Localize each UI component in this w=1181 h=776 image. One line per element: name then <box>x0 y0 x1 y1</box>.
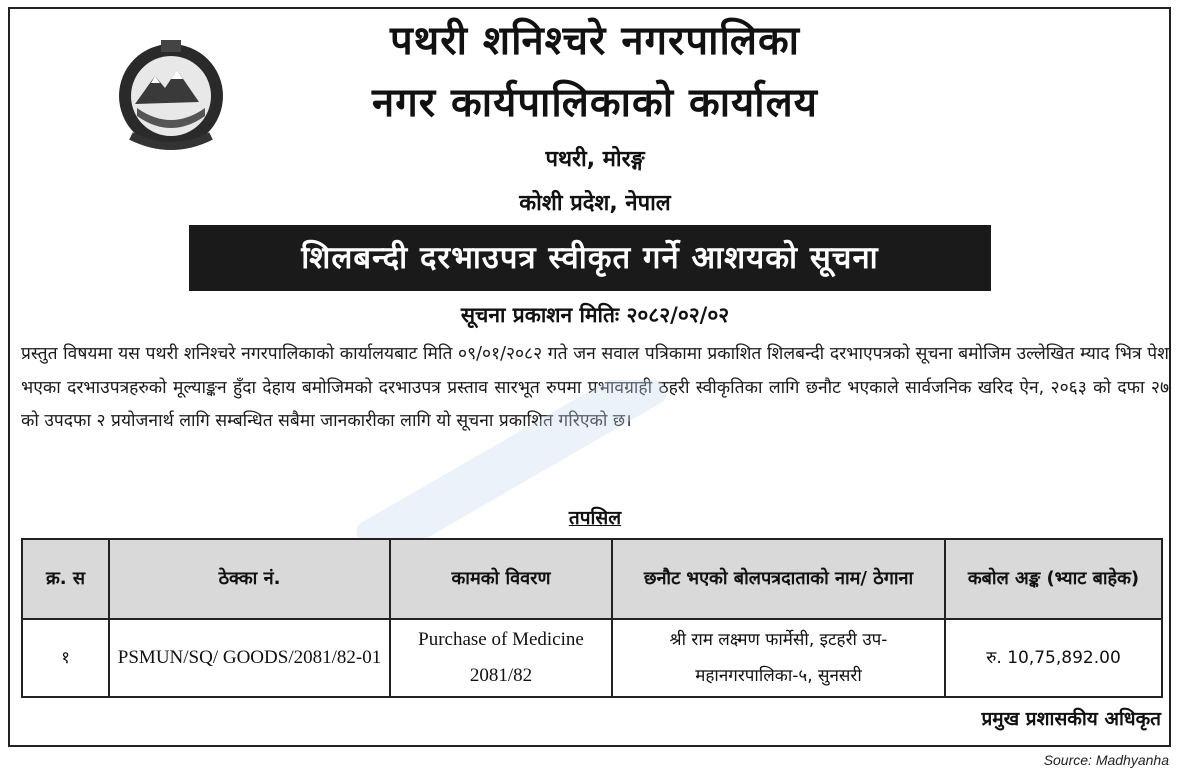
tender-table <box>21 538 1163 698</box>
address-line-1: पथरी, मोरङ्ग <box>545 147 645 172</box>
table-row <box>22 619 1162 697</box>
cell-amount: रु. 10,75,892.00 <box>945 619 1162 697</box>
source-credit: Source: Madhyanha <box>1043 752 1169 768</box>
col-header-bidder: छनौट भएको बोलपत्रदाताको नाम/ ठेगाना <box>612 539 945 619</box>
publication-date: सूचना प्रकाशन मितिः २०८२/०२/०२ <box>460 303 730 327</box>
cell-sn: १ <box>22 619 109 697</box>
address-line-2: कोशी प्रदेश, नेपाल <box>519 191 671 216</box>
nepal-emblem-icon <box>107 36 235 154</box>
table-header-row <box>22 539 1162 619</box>
col-header-contract-no: ठेक्का नं. <box>109 539 390 619</box>
col-header-description: कामको विवरण <box>390 539 612 619</box>
col-header-amount: कबोल अङ्क (भ्याट बाहेक) <box>945 539 1162 619</box>
schedule-heading: तपसिल <box>568 507 622 529</box>
municipality-title: पथरी शनिश्चरे नगरपालिका <box>389 18 801 64</box>
notice-body: प्रस्तुत विषयमा यस पथरी शनिश्चरे नगरपालिकाको कार्यालयबाट मिति ०९/०१/२०८२ गते जन सवाल पत्रिकामा प्रकाशित शिलबन्दी दरभाएपत्रको सूचना बमोजिम उल्लेखित म्याद भित्र पेश भएका दरभाउपत्रहरुको मूल्याङ्कन हुँदा देहाय बमोजिमको दरभाउपत्र प्रस्ताव सारभूत रुपमा प्रभावग्राही ठहरी स्वीकृतिका लागि छनौट भएकाले सार्वजनिक खरिद ऐन, २०६३ को दफा २७ को उपदफा २ प्रयोजनार्थ लागि सम्बन्धित सबैमा जानकारीका लागि यो सूचना प्रकाशित गरिएको छ। <box>21 344 1169 431</box>
cell-bidder: श्री राम लक्ष्मण फार्मेसी, इटहरी उप-महानगरपालिका-५, सुनसरी <box>612 619 945 697</box>
office-title: नगर कार्यपालिकाको कार्यालय <box>372 80 818 126</box>
cell-contract-no: PSMUN/SQ/ GOODS/2081/82-01 <box>109 619 390 697</box>
signoff-officer: प्रमुख प्रशासकीय अधिकृत <box>981 708 1161 730</box>
notice-title-banner: शिलबन्दी दरभाउपत्र स्वीकृत गर्ने आशयको सूचना <box>189 225 991 291</box>
cell-description: Purchase of Medicine 2081/82 <box>390 619 612 697</box>
col-header-sn: क्र. स <box>22 539 109 619</box>
